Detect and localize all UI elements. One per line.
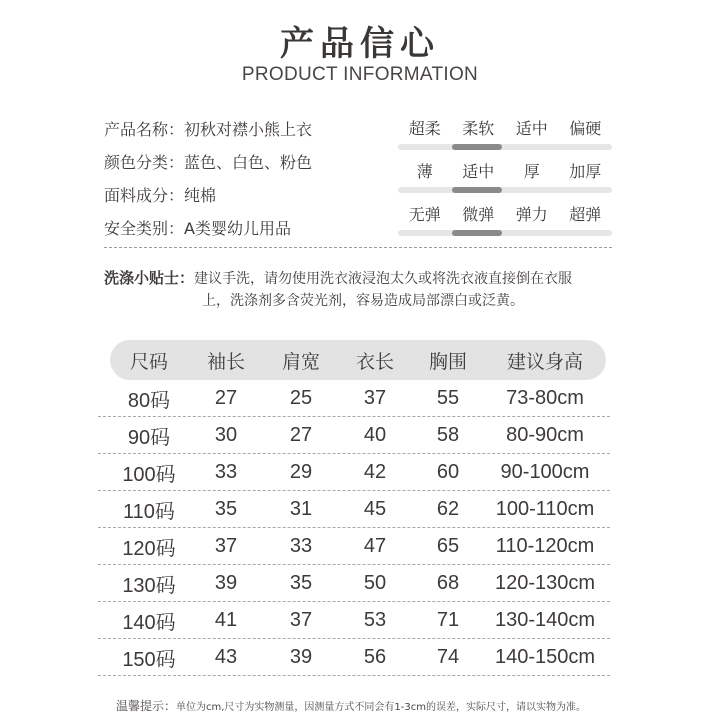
rating-option: 偏硬 [569, 119, 602, 138]
table-cell: 120-130cm [494, 571, 596, 594]
size-table [110, 340, 606, 676]
product-info-list [104, 116, 312, 248]
column-header: 尺码 [129, 350, 168, 373]
table-cell: 56 [363, 645, 387, 668]
table-cell: 74 [436, 645, 460, 668]
table-cell: 62 [436, 497, 460, 520]
rating-indicator [452, 230, 502, 236]
rating-option-selected: 柔软 [462, 119, 495, 138]
page-subtitle: PRODUCT INFORMATION [241, 64, 479, 85]
info-label: 产品名称： [104, 120, 185, 139]
table-cell: 150码 [122, 648, 176, 671]
table-cell: 60 [436, 460, 460, 483]
table-cell: 37 [363, 386, 387, 409]
table-row [98, 602, 610, 639]
washing-tips-text: 建议手洗，请勿使用洗衣液浸泡太久或将洗衣液直接倒在衣服 [194, 271, 573, 287]
table-cell: 31 [289, 497, 313, 520]
rating-option: 超弹 [569, 205, 602, 224]
table-cell: 25 [289, 386, 313, 409]
table-cell: 100码 [122, 463, 176, 486]
table-cell: 39 [214, 571, 238, 594]
table-cell: 39 [289, 645, 313, 668]
table-row [98, 491, 610, 528]
table-cell: 37 [289, 608, 313, 631]
table-row [98, 417, 610, 454]
table-cell: 30 [214, 423, 238, 446]
rating-track [398, 230, 612, 236]
column-header: 袖长 [206, 350, 245, 373]
table-cell: 71 [436, 608, 460, 631]
table-cell: 130码 [122, 574, 176, 597]
info-value: 蓝色、白色、粉色 [184, 153, 313, 172]
table-cell: 50 [363, 571, 387, 594]
info-label: 颜色分类： [104, 153, 185, 172]
column-header: 建议身高 [506, 350, 583, 373]
table-cell: 140码 [122, 611, 176, 634]
rating-option: 加厚 [569, 162, 602, 181]
footnote-text: 单位为cm,尺寸为实物测量，因测量方式不同会有1-3cm的误差，实际尺寸，请以实物为准。 [176, 702, 587, 713]
table-cell: 80-90cm [506, 423, 584, 446]
info-row-fabric [104, 182, 312, 215]
attribute-ratings [398, 116, 612, 245]
table-cell: 55 [436, 386, 460, 409]
table-cell: 35 [289, 571, 313, 594]
table-cell: 100-110cm [495, 497, 595, 520]
table-row [98, 565, 610, 602]
footnote-label: 温馨提示： [116, 699, 177, 713]
rating-option: 适中 [515, 119, 548, 138]
table-cell: 110码 [123, 500, 175, 523]
rating-option: 无弹 [408, 205, 441, 224]
rating-option: 薄 [416, 162, 433, 181]
column-header: 肩宽 [281, 350, 320, 373]
table-cell: 29 [289, 460, 313, 483]
size-table-header [110, 340, 606, 380]
table-cell: 90码 [127, 426, 171, 449]
table-cell: 110-120cm [495, 534, 595, 557]
table-cell: 53 [363, 608, 387, 631]
table-cell: 140-150cm [494, 645, 596, 668]
table-cell: 43 [214, 645, 238, 668]
rating-option-selected: 适中 [462, 162, 495, 181]
table-cell: 37 [214, 534, 238, 557]
table-cell: 33 [289, 534, 313, 557]
info-value: A类婴幼儿用品 [184, 219, 291, 238]
table-cell: 35 [214, 497, 238, 520]
table-cell: 27 [289, 423, 313, 446]
table-cell: 47 [363, 534, 387, 557]
table-cell: 73-80cm [506, 386, 584, 409]
info-value: 初秋对襟小熊上衣 [184, 120, 313, 139]
table-cell: 27 [214, 386, 238, 409]
table-row [98, 639, 610, 676]
table-row [98, 454, 610, 491]
rating-option: 厚 [523, 162, 540, 181]
rating-option: 超柔 [408, 119, 441, 138]
table-cell: 65 [436, 534, 460, 557]
rating-indicator [452, 187, 502, 193]
info-value: 纯棉 [184, 186, 217, 205]
rating-indicator [452, 144, 502, 150]
info-row-product-name [104, 116, 312, 149]
footnote [116, 697, 586, 714]
washing-tips [104, 267, 624, 312]
rating-option: 弹力 [515, 205, 548, 224]
table-cell: 120码 [122, 537, 176, 560]
info-label: 面料成分： [104, 186, 185, 205]
table-cell: 130-140cm [494, 608, 596, 631]
section-divider [104, 247, 612, 248]
size-table-body [110, 380, 606, 676]
table-cell: 33 [214, 460, 238, 483]
rating-track [398, 144, 612, 150]
rating-softness [398, 116, 612, 159]
rating-track [398, 187, 612, 193]
table-cell: 68 [436, 571, 460, 594]
table-cell: 41 [214, 608, 238, 631]
column-header: 衣长 [355, 350, 394, 373]
table-cell: 42 [363, 460, 387, 483]
table-row [98, 380, 610, 417]
table-cell: 90-100cm [500, 460, 590, 483]
washing-tips-text-continued: 上，洗涤剂多含荧光剂，容易造成局部漂白或泛黄。 [202, 293, 524, 309]
table-cell: 40 [363, 423, 387, 446]
column-header: 胸围 [428, 350, 467, 373]
table-cell: 58 [436, 423, 460, 446]
page-title: 产品信心 [280, 24, 440, 64]
rating-thickness [398, 159, 612, 202]
rating-option-selected: 微弹 [462, 205, 495, 224]
info-row-safety [104, 215, 312, 248]
info-row-color [104, 149, 312, 182]
rating-elasticity [398, 202, 612, 245]
info-label: 安全类别： [104, 219, 185, 238]
washing-tips-label: 洗涤小贴士： [104, 269, 195, 287]
table-cell: 80码 [127, 389, 171, 412]
table-row [98, 528, 610, 565]
table-cell: 45 [363, 497, 387, 520]
